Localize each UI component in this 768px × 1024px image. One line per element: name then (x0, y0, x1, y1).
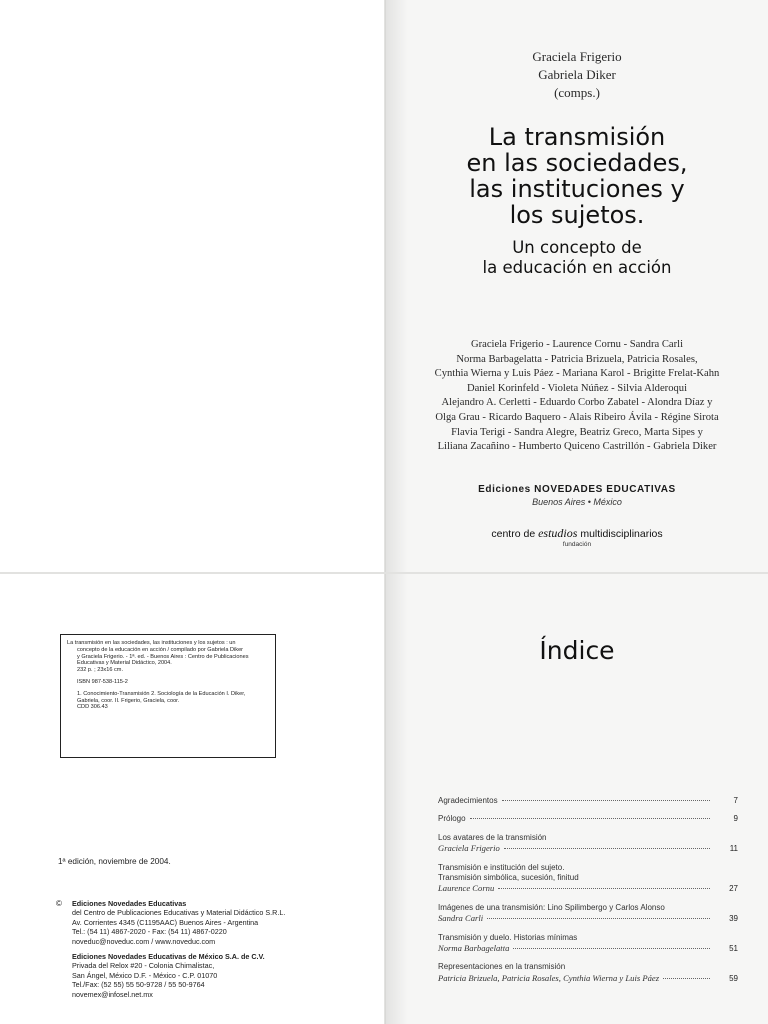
toc-entry (438, 933, 738, 955)
publisher-line: Ediciones Novedades Educativas de México S.A. de C.V. (72, 952, 265, 962)
subtitle-line: Un concepto de (512, 238, 642, 257)
contributors-line: Olga Grau - Ricardo Baquero - Alais Ribeiro Ávila - Régine Sirota (435, 411, 719, 423)
contributors-line: Cynthia Wierna y Luis Páez - Mariana Karol - Brigitte Frelat-Kahn (434, 368, 720, 380)
catalog-line: y Graciela Frigerio. - 1ª. ed. - Buenos Aires : Centro de Publicaciones (77, 653, 249, 660)
title-line: los sujetos. (509, 201, 645, 229)
publisher-places: Buenos Aires • México (532, 497, 622, 507)
toc-entry-title: Transmisión y duelo. Historias mínimas (438, 932, 578, 942)
title-line: las instituciones y (469, 175, 685, 203)
toc-entry-title: Transmisión simbólica, sucesión, finitud (438, 873, 579, 883)
toc-entry-title: Representaciones en la transmisión (438, 962, 566, 972)
publisher-line: San Ángel, México D.F. - México - C.P. 01070 (72, 970, 218, 980)
catalog-entry (67, 640, 269, 674)
index-page (386, 574, 768, 1024)
toc-entry-author: Norma Barbagelatta (438, 943, 510, 954)
catalog-line: concepto de la educación en acción / compilado por Gabriela Diker (77, 646, 244, 653)
dot-leader (487, 918, 710, 919)
logo-script: estudios (538, 526, 578, 540)
compiler-2: Gabriela Diker (538, 67, 616, 82)
catalog-line: 232 p. ; 23x16 cm. (77, 667, 124, 674)
logo-prefix: centro de (491, 528, 536, 540)
contributors-line: Alejandro A. Cerletti - Eduardo Corbo Zabatel - Alondra Díaz y (441, 397, 713, 409)
toc-entry (438, 796, 738, 806)
book-title (386, 124, 768, 228)
toc-entry (438, 833, 738, 855)
toc-page-number: 27 (729, 884, 738, 894)
publisher-line: novemex@infosel.net.mx (72, 989, 153, 999)
toc-entry-title: Prólogo (438, 814, 466, 824)
publisher-line: Privada del Relox #20 - Colonia Chimalistac, (72, 961, 215, 971)
dot-leader (498, 888, 710, 889)
compilers-note: (comps.) (554, 85, 600, 100)
catalog-card (60, 634, 276, 758)
dot-leader (502, 800, 710, 801)
toc-entry-title: Imágenes de una transmisión: Lino Spilimbergo y Carlos Alonso (438, 902, 665, 912)
toc-entry-author: Sandra Carli (438, 913, 484, 924)
catalog-line: 1. Conocimiento-Transmisión 2. Sociología de la Educación I. Diker, (77, 690, 246, 697)
publisher-contacts (56, 899, 356, 1005)
catalog-subjects (67, 691, 269, 711)
subtitle-line: la educación en acción (482, 258, 672, 277)
dot-leader (504, 848, 710, 849)
toc-entry-author: Patricia Brizuela, Patricia Rosales, Cynthia Wierna y Luis Páez (438, 972, 660, 983)
credits-page (0, 574, 384, 1024)
publisher-line: Tel.: (54 11) 4867-2020 - Fax: (54 11) 4867-0220 (72, 927, 227, 937)
toc-entry-author: Laurence Cornu (438, 883, 495, 894)
toc-page-number: 59 (729, 973, 738, 983)
dot-leader (663, 978, 710, 979)
contributors-line: Flavia Terigi - Sandra Alegre, Beatriz Greco, Marta Sipes y (451, 426, 703, 438)
contributors-line: Liliana Zacañino - Humberto Quiceno Castrillón - Gabriela Diker (437, 441, 717, 453)
catalog-isbn: ISBN 987-538-115-2 (77, 678, 128, 685)
publisher-line: del Centro de Publicaciones Educativas y Material Didáctico S.R.L. (72, 908, 286, 918)
publisher-imprint (386, 484, 768, 507)
toc-entry (438, 814, 738, 824)
toc-page-number: 39 (729, 914, 738, 924)
compilers (386, 48, 768, 102)
title-page (386, 0, 768, 572)
catalog-line: Educativas y Material Didáctico, 2004. (77, 660, 172, 667)
edition-note: 1ª edición, noviembre de 2004. (58, 857, 171, 866)
toc-entry (438, 962, 738, 984)
toc-entry-title: Agradecimientos (438, 796, 498, 805)
logo-suffix: multidisciplinarios (580, 528, 663, 540)
title-line: La transmisión (488, 123, 666, 151)
book-subtitle (386, 238, 768, 278)
copyright-icon: © (56, 899, 62, 908)
toc-page-number: 9 (733, 814, 738, 824)
toc-page-number: 7 (733, 796, 738, 805)
blank-page (0, 0, 384, 572)
contributors-line: Daniel Korinfeld - Violeta Núñez - Silvia Alderoqui (466, 382, 688, 394)
toc-entry-author: Graciela Frigerio (438, 843, 500, 854)
logo-subtitle: fundación (562, 541, 592, 548)
toc-entry-title: Transmisión e institución del sujeto. (438, 862, 565, 872)
contributors-list (406, 338, 748, 455)
catalog-line: Gabriela, coor. II. Frigerio, Graciela, coor. (77, 697, 180, 704)
toc-entry-title: Los avatares de la transmisión (438, 832, 547, 842)
publisher-line: Ediciones Novedades Educativas (72, 899, 187, 908)
publisher-mexico (56, 952, 356, 999)
compiler-1: Graciela Frigerio (532, 49, 622, 64)
publisher-line: Tel./Fax: (52 55) 55 50-9728 / 55 50-9764 (72, 980, 205, 990)
table-of-contents (438, 796, 738, 992)
contributors-line: Graciela Frigerio - Laurence Cornu - Sandra Carli (470, 339, 684, 350)
dot-leader (513, 948, 710, 949)
toc-entry (438, 863, 738, 895)
title-line: en las sociedades, (466, 149, 688, 177)
publisher-line: noveduc@noveduc.com / www.noveduc.com (72, 936, 216, 946)
foundation-logo (386, 526, 768, 548)
publisher-name: Ediciones NOVEDADES EDUCATIVAS (478, 484, 676, 495)
catalog-line: CDD 306.43 (77, 704, 108, 711)
contributors-line: Norma Barbagelatta - Patricia Brizuela, Patricia Rosales, (456, 353, 698, 365)
toc-page-number: 51 (729, 944, 738, 954)
toc-entry (438, 903, 738, 925)
publisher-argentina (56, 899, 356, 946)
publisher-line: Av. Corrientes 4345 (C1195AAC) Buenos Aires - Argentina (72, 917, 259, 927)
index-title: Índice (539, 636, 615, 665)
dot-leader (470, 818, 710, 819)
catalog-line: La transmisión en las sociedades, las instituciones y los sujetos : un (67, 640, 236, 646)
toc-page-number: 11 (729, 844, 738, 854)
